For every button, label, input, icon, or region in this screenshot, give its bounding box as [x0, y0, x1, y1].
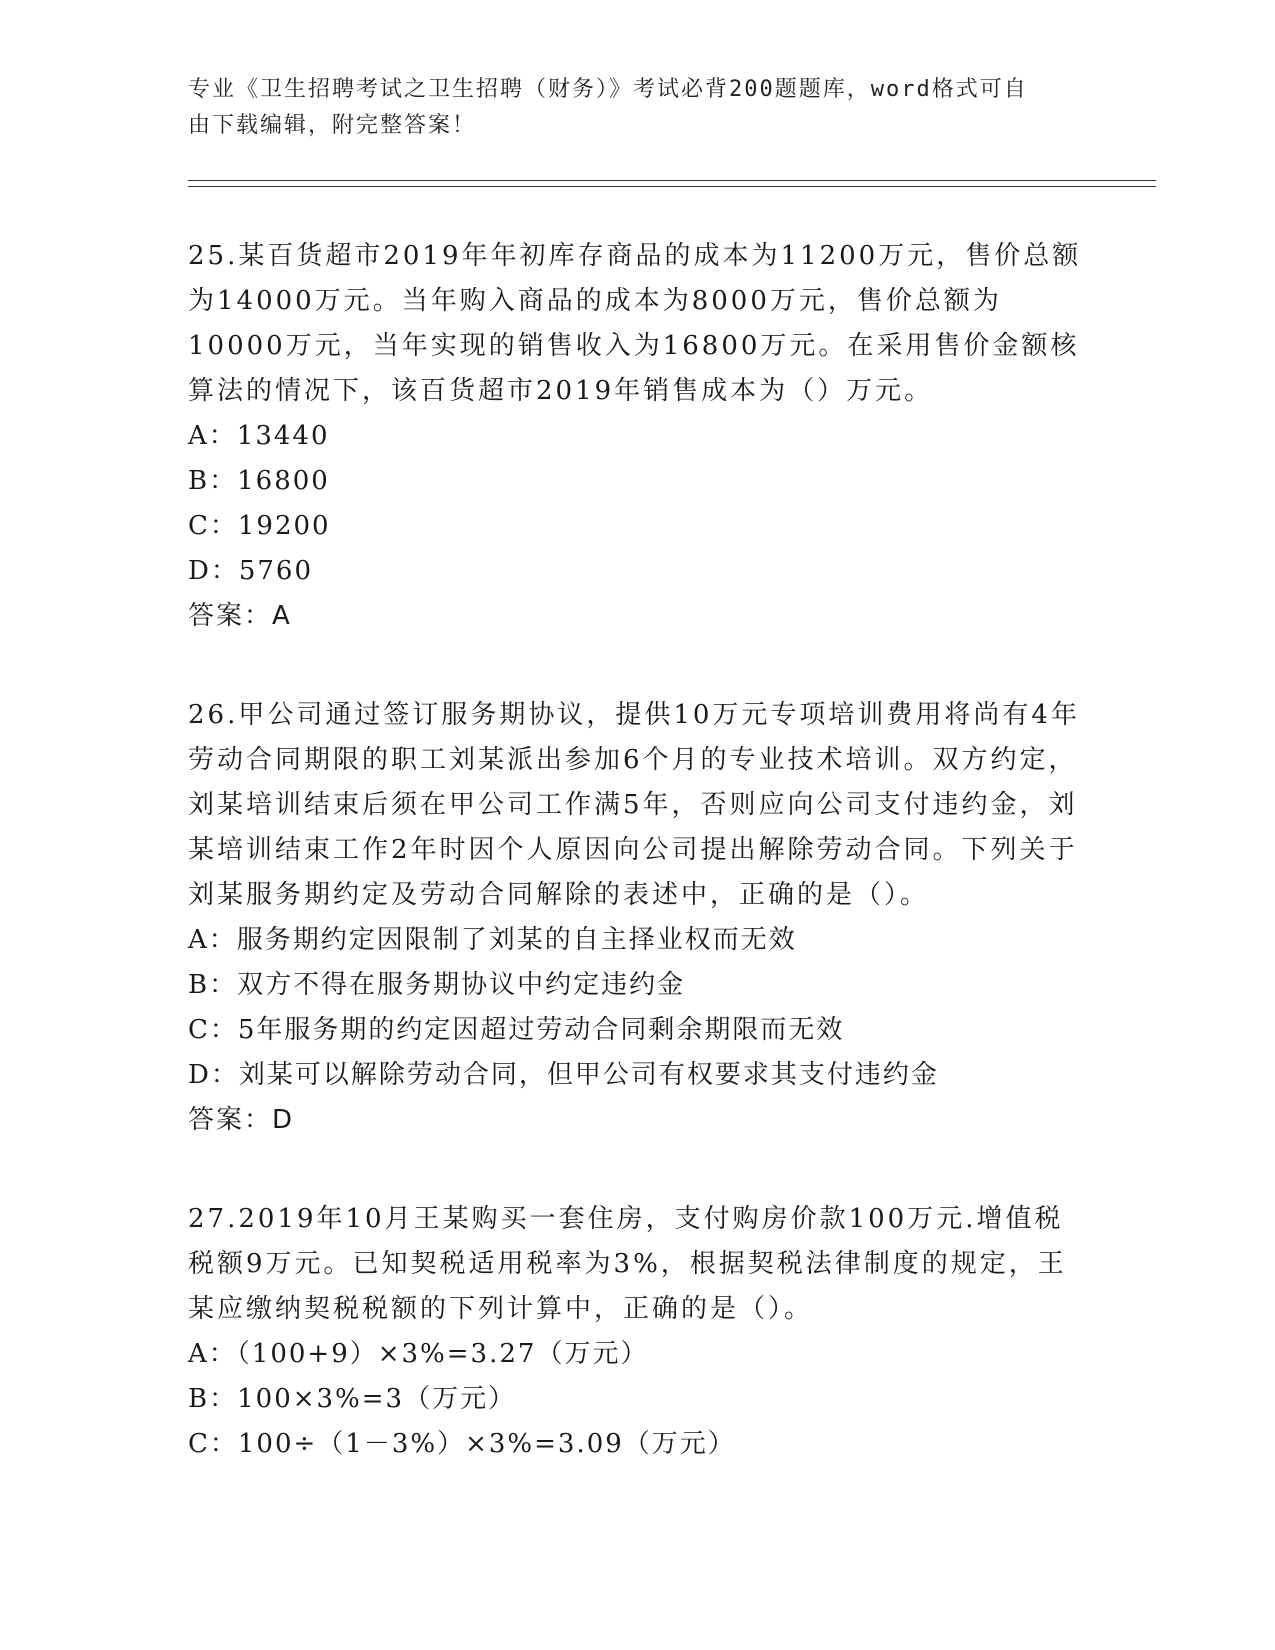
- header-line-2: 由下载编辑，附完整答案！: [188, 113, 477, 138]
- answer-line: 答案：D: [188, 1105, 295, 1135]
- header-line-1: 专业《卫生招聘考试之卫生招聘（财务）》考试必背200题题库，word格式可自: [188, 77, 1028, 102]
- option-c: C：5年服务期的约定因超过劳动合同剩余期限而无效: [188, 1015, 845, 1045]
- question-25: [188, 234, 1088, 639]
- option-c: C：100÷（1－3%）×3%=3.09（万元）: [188, 1429, 736, 1459]
- question-list: [188, 234, 1088, 1521]
- option-a: A：13440: [188, 421, 330, 451]
- document-header: [188, 72, 1088, 144]
- option-c: C：19200: [188, 511, 331, 541]
- option-b: B：双方不得在服务期协议中约定违约金: [188, 970, 686, 1000]
- option-a: A：（100+9）×3%=3.27（万元）: [188, 1339, 649, 1369]
- option-a: A：服务期约定因限制了刘某的自主择业权而无效: [188, 925, 797, 955]
- question-stem: 27.2019年10月王某购买一套住房，支付购房价款100万元.增值税税额9万元。已知契税适用税率为3%，根据契税法律制度的规定，王某应缴纳契税税额的下列计算中，正确的是（）。: [188, 1204, 1067, 1324]
- question-27: [188, 1197, 1088, 1467]
- option-d: D：刘某可以解除劳动合同，但甲公司有权要求其支付违约金: [188, 1060, 939, 1090]
- option-d: D：5760: [188, 556, 314, 586]
- header-divider-top: [188, 180, 1156, 181]
- question-stem: 26.甲公司通过签订服务期协议，提供10万元专项培训费用将尚有4年劳动合同期限的职工刘某派出参加6个月的专业技术培训。双方约定，刘某培训结束后须在甲公司工作满5年，否则应向公司支付违约金，刘某培训结束工作2年时因个人原因向公司提出解除劳动合同。下列关于刘某服务期约定及劳动合同解除的表述中，正确的是（）。: [188, 700, 1080, 910]
- answer-line: 答案：A: [188, 601, 292, 631]
- header-divider-bottom: [188, 186, 1156, 187]
- option-b: B：100×3%=3（万元）: [188, 1384, 517, 1414]
- question-stem: 25.某百货超市2019年年初库存商品的成本为11200万元，售价总额为14000万元。当年购入商品的成本为8000万元，售价总额为10000万元，当年实现的销售收入为16800万元。在采用售价金额核算法的情况下，该百货超市2019年销售成本为（）万元。: [188, 241, 1082, 406]
- option-b: B：16800: [188, 466, 330, 496]
- question-26: [188, 693, 1088, 1143]
